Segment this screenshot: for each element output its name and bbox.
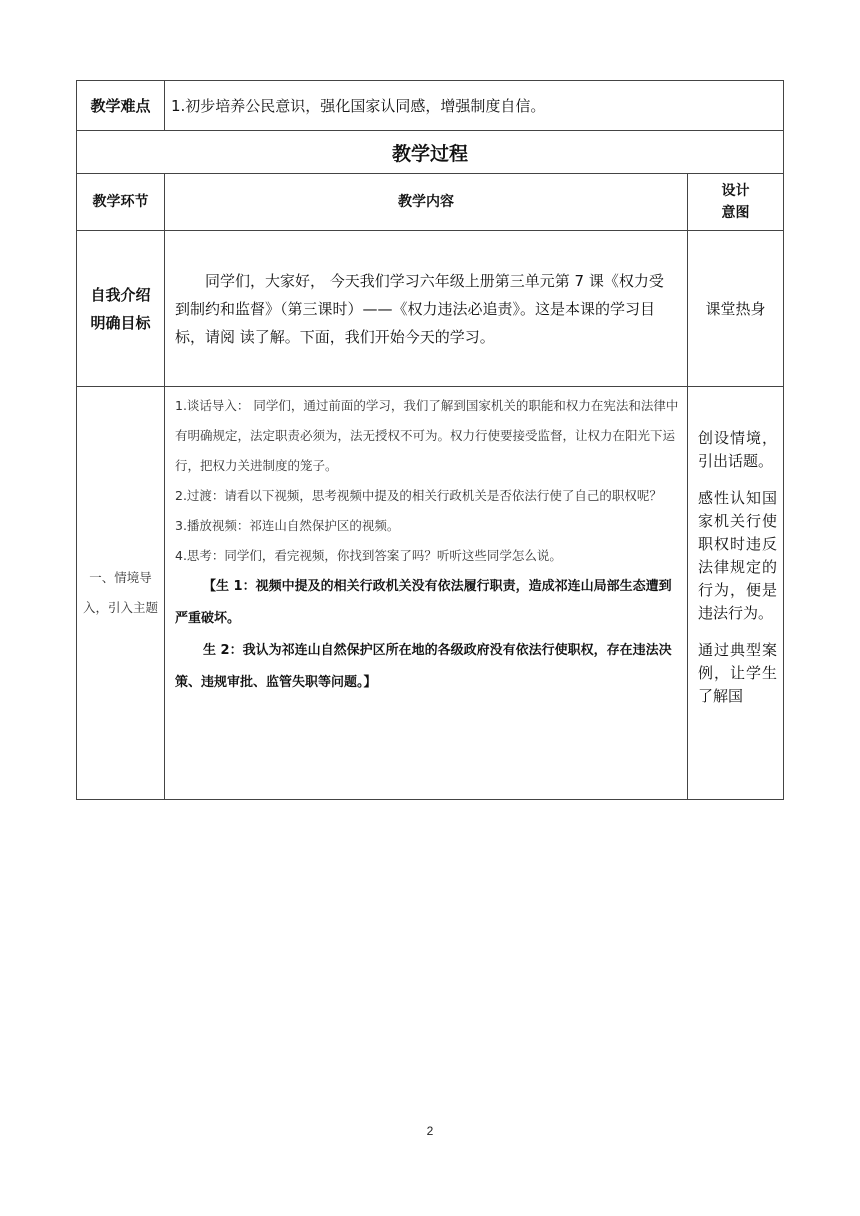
intro-label [77, 231, 165, 387]
intro-label-line1: 自我介绍 [90, 285, 151, 304]
process-title: 教学过程 [77, 131, 784, 174]
difficulty-row [77, 81, 784, 131]
section-item: 3.播放视频：祁连山自然保护区的视频。 [175, 518, 400, 533]
intro-row [77, 231, 784, 387]
header-row [77, 174, 784, 231]
section-content [165, 387, 688, 800]
header-intent [687, 174, 783, 231]
lesson-plan-table [76, 80, 784, 800]
section-intent [687, 387, 783, 800]
student-answer: 生 2：我认为祁连山自然保护区所在地的各级政府没有依法行使职权，存在违法决策、违规审批、监管失职等问题。】 [175, 643, 672, 690]
section-item: 4.思考：同学们，看完视频，你找到答案了吗？听听这些同学怎么说。 [175, 548, 562, 563]
header-intent-line2: 意图 [721, 205, 750, 221]
section-row [77, 387, 784, 800]
intent-paragraph: 创设情境，引出话题。 [697, 429, 777, 470]
intent-paragraph: 通过典型案例，让学生了解国 [697, 641, 777, 705]
page-number: 2 [426, 1124, 434, 1138]
intro-label-line2: 明确目标 [90, 313, 151, 332]
intro-content-text: 同学们，大家好， 今天我们学习六年级上册第三单元第 7 课《权力受到制约和监督》（第三课时）——《权力违法必追责》。这是本课的学习目标，请阅 读了解。下面，我们开始今天的学习。 [175, 271, 664, 346]
section-item: 2.过渡：请看以下视频，思考视频中提及的相关行政机关是否依法行使了自己的职权呢？ [175, 488, 662, 503]
header-intent-line1: 设计 [721, 183, 750, 199]
difficulty-text: 1.初步培养公民意识，强化国家认同感，增强制度自信。 [165, 81, 784, 131]
student-answer: 【生 1：视频中提及的相关行政机关没有依法履行职责，造成祁连山局部生态遭到严重破坏。 [175, 579, 672, 626]
intro-content [165, 231, 688, 387]
intent-paragraph: 感性认知国家机关行使职权时违反法律规定的行为，便是违法行为。 [697, 489, 777, 622]
difficulty-label: 教学难点 [77, 81, 165, 131]
section-item: 1.谈话导入： 同学们，通过前面的学习，我们了解到国家机关的职能和权力在宪法和法律中有明确规定，法定职责必须为，法无授权不可为。权力行使要接受监督，让权力在阳光下运行，把权力关进制度的笼子。 [175, 398, 679, 473]
header-content: 教学内容 [165, 174, 688, 231]
header-stage: 教学环节 [77, 174, 165, 231]
section-label: 一、情境导入，引入主题 [77, 387, 165, 800]
process-title-row [77, 131, 784, 174]
intro-intent: 课堂热身 [687, 231, 783, 387]
